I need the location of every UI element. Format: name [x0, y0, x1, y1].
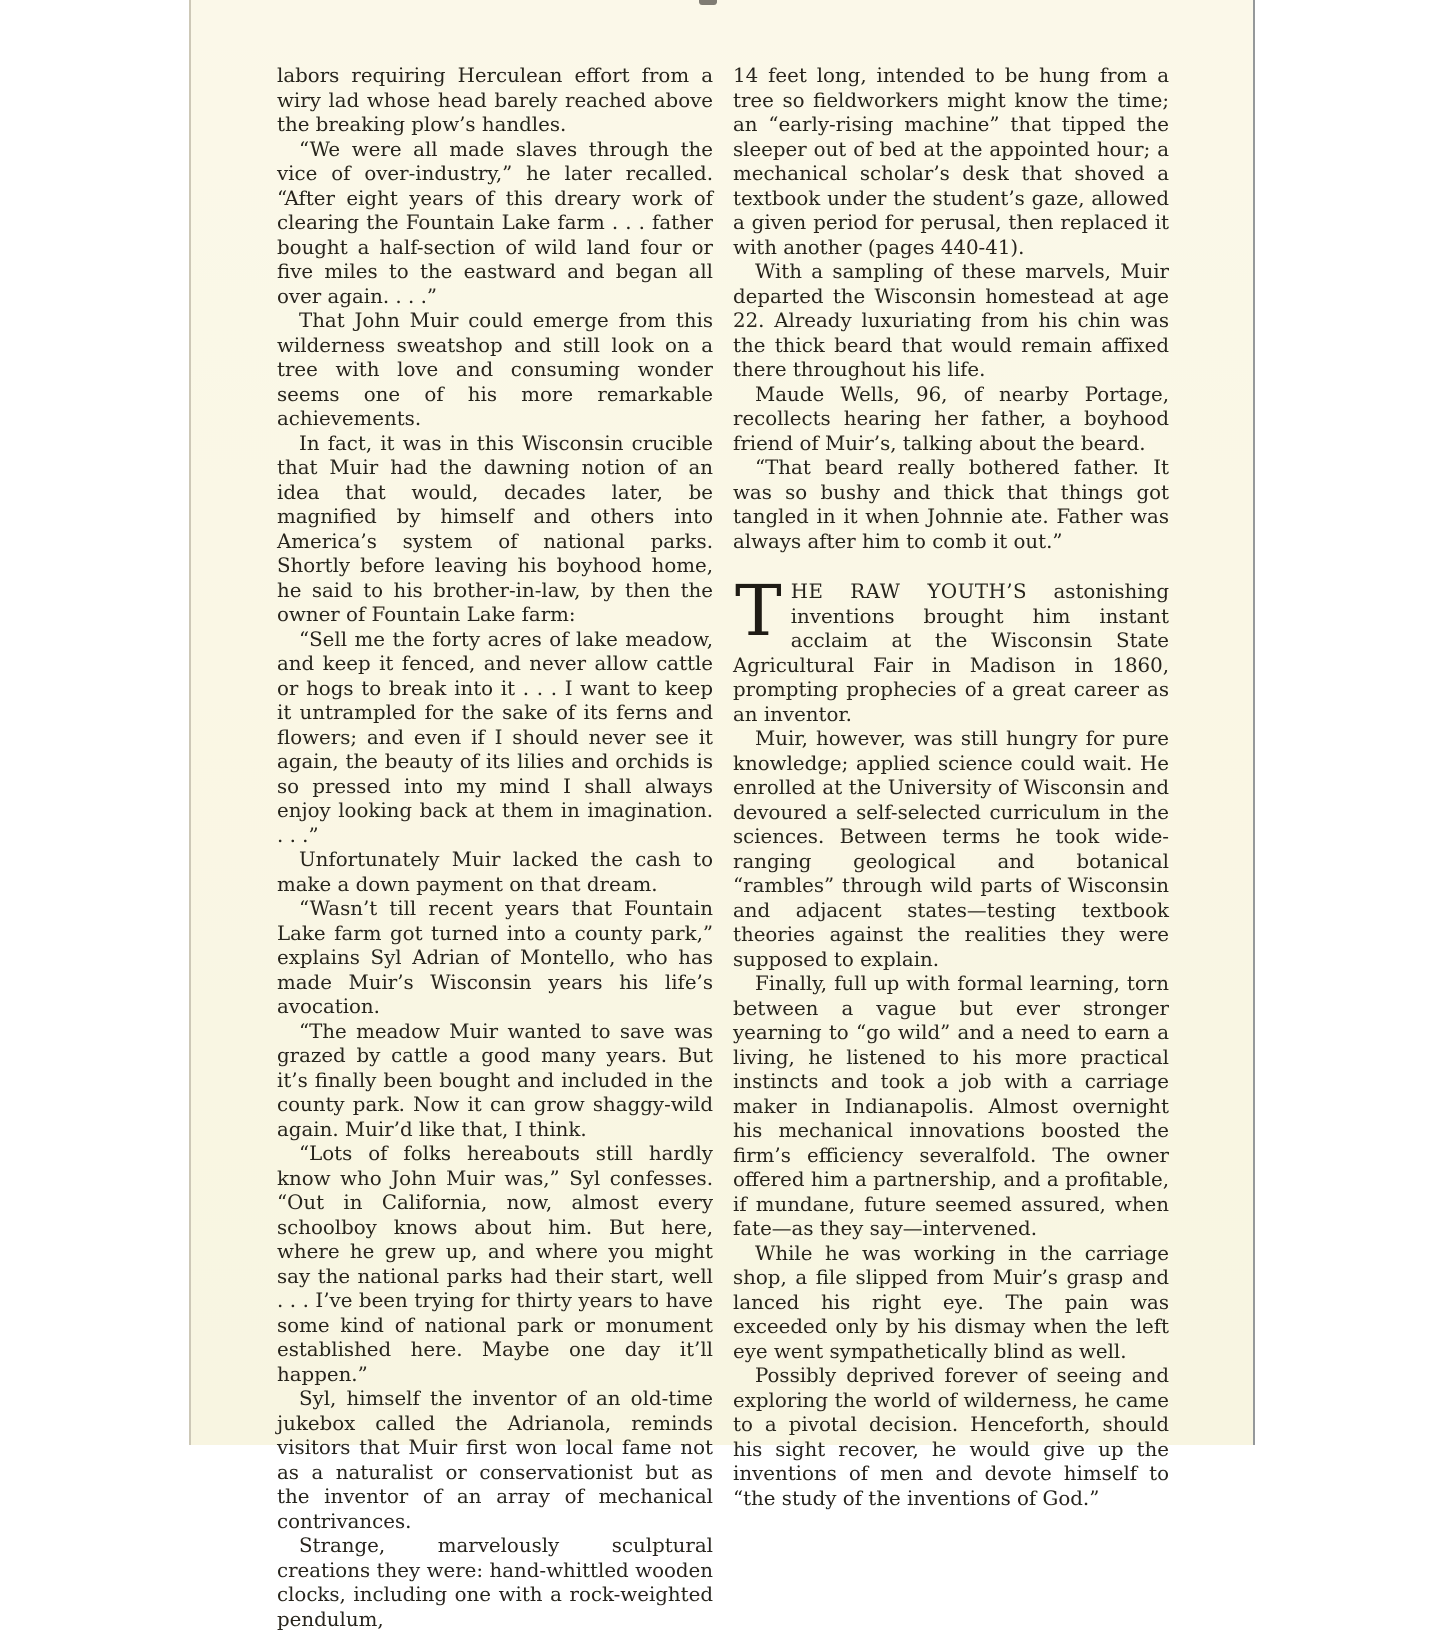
body-paragraph: Strange, marvelously sculptural creations they were: hand-whittled wooden clocks, including one with a rock-weighted pendulum,	[277, 1534, 713, 1631]
body-paragraph: Maude Wells, 96, of nearby Portage, recollects hearing her father, a boyhood friend of Muir’s, talking about the beard.	[733, 382, 1169, 455]
body-paragraph: In fact, it was in this Wisconsin crucible that Muir had the dawning notion of an idea that would, decades later, be magnified by himself and others into America’s system of national parks. Shortly before leaving his boyhood home, he said to his brother-in-law, by then the owner of Fountain Lake farm:	[277, 431, 713, 626]
section-lead-caps: HE RAW YOUTH’S	[790, 580, 1028, 603]
body-paragraph: Finally, full up with formal learning, torn between a vague but ever stronger yearning to “go wild” and a need to earn a living, he listened to his more practical instincts and took a job with a carriage maker in Indianapolis. Almost overnight his mechanical innovations boosted the firm’s efficiency severalfold. The owner offered him a partnership, and a profitable, if mundane, future seemed assured, when fate—as they say—intervened.	[733, 972, 1169, 1240]
body-paragraph: That John Muir could emerge from this wilderness sweatshop and still look on a tree with love and consuming wonder seems one of his more remarkable achievements.	[277, 309, 713, 430]
body-paragraph: “We were all made slaves through the vice of over-industry,” he later recalled. “After eight years of this dreary work of clearing the Fountain Lake farm . . . father bought a half-section of wild land four or five miles to the eastward and began all over again. . . .”	[277, 137, 713, 308]
body-paragraph: With a sampling of these marvels, Muir departed the Wisconsin homestead at age 22. Already luxuriating from his chin was the thick beard that would remain affixed there throughout his life.	[733, 260, 1169, 381]
dropcap-letter: T	[735, 570, 782, 652]
body-paragraph: While he was working in the carriage shop, a file slipped from Muir’s grasp and lanced his right eye. The pain was exceeded only by his dismay when the left eye went sympathetically blind as well.	[733, 1241, 1169, 1363]
section-opener-paragraph: THE RAW YOUTH’S astonishing inventions brought him instant acclaim at the Wisconsin State Agricultural Fair in Madison in 1860, prompting prophecies of a great career as an inventor.	[733, 570, 1169, 726]
magazine-page	[189, 0, 1255, 1631]
body-paragraph: Unfortunately Muir lacked the cash to make a down payment on that dream.	[277, 848, 713, 896]
body-paragraph: Syl, himself the inventor of an old-time jukebox called the Adrianola, reminds visitors that Muir first won local fame not as a naturalist or conservationist but as the inventor of an array of mechanical contrivances.	[277, 1387, 713, 1533]
body-paragraph: “Sell me the forty acres of lake meadow, and keep it fenced, and never allow cattle or hogs to break into it . . . I want to keep it untrampled for the sake of its ferns and flowers; and even if I should never see it again, the beauty of its lilies and orchids is so pressed into my mind I shall always enjoy looking back at them in imagination. . . .”	[277, 627, 713, 847]
right-text-column	[733, 64, 1169, 1511]
body-paragraph: “The meadow Muir wanted to save was grazed by cattle a good many years. But it’s finally been bought and included in the county park. Now it can grow shaggy-wild again. Muir’d like that, I think.	[277, 1019, 713, 1141]
body-paragraph: “Wasn’t till recent years that Fountain Lake farm got turned into a county park,” explains Syl Adrian of Montello, who has made Muir’s Wisconsin years his life’s avocation.	[277, 897, 713, 1018]
body-paragraph: 14 feet long, intended to be hung from a tree so fieldworkers might know the time; an “early-rising machine” that tipped the sleeper out of bed at the appointed hour; a mechanical scholar’s desk that shoved a textbook under the student’s gaze, allowed a given period for perusal, then replaced it with another (pages 440-41).	[733, 64, 1169, 259]
scan-artifact	[699, 0, 717, 5]
left-text-column	[277, 64, 713, 1632]
body-paragraph: “Lots of folks hereabouts still hardly know who John Muir was,” Syl confesses. “Out in California, now, almost every schoolboy knows about him. But here, where he grew up, and where you might say the national parks had their start, well . . . I’ve been trying for thirty years to have some kind of national park or monument established here. Maybe one day it’ll happen.”	[277, 1142, 713, 1386]
body-paragraph: labors requiring Herculean effort from a wiry lad whose head barely reached above the breaking plow’s handles.	[277, 64, 713, 136]
body-paragraph: Muir, however, was still hungry for pure knowledge; applied science could wait. He enrolled at the University of Wisconsin and devoured a self-selected curriculum in the sciences. Between terms he took wide-ranging geological and botanical “rambles” through wild parts of Wisconsin and adjacent states—testing textbook theories against the realities they were supposed to explain.	[733, 727, 1169, 971]
body-paragraph: “That beard really bothered father. It was so bushy and thick that things got tangled in it when Johnnie ate. Father was always after him to comb it out.”	[733, 456, 1169, 553]
body-paragraph: Possibly deprived forever of seeing and exploring the world of wilderness, he came to a pivotal decision. Henceforth, should his sight recover, he would give up the inventions of men and devote himself to “the study of the inventions of God.”	[733, 1364, 1169, 1510]
